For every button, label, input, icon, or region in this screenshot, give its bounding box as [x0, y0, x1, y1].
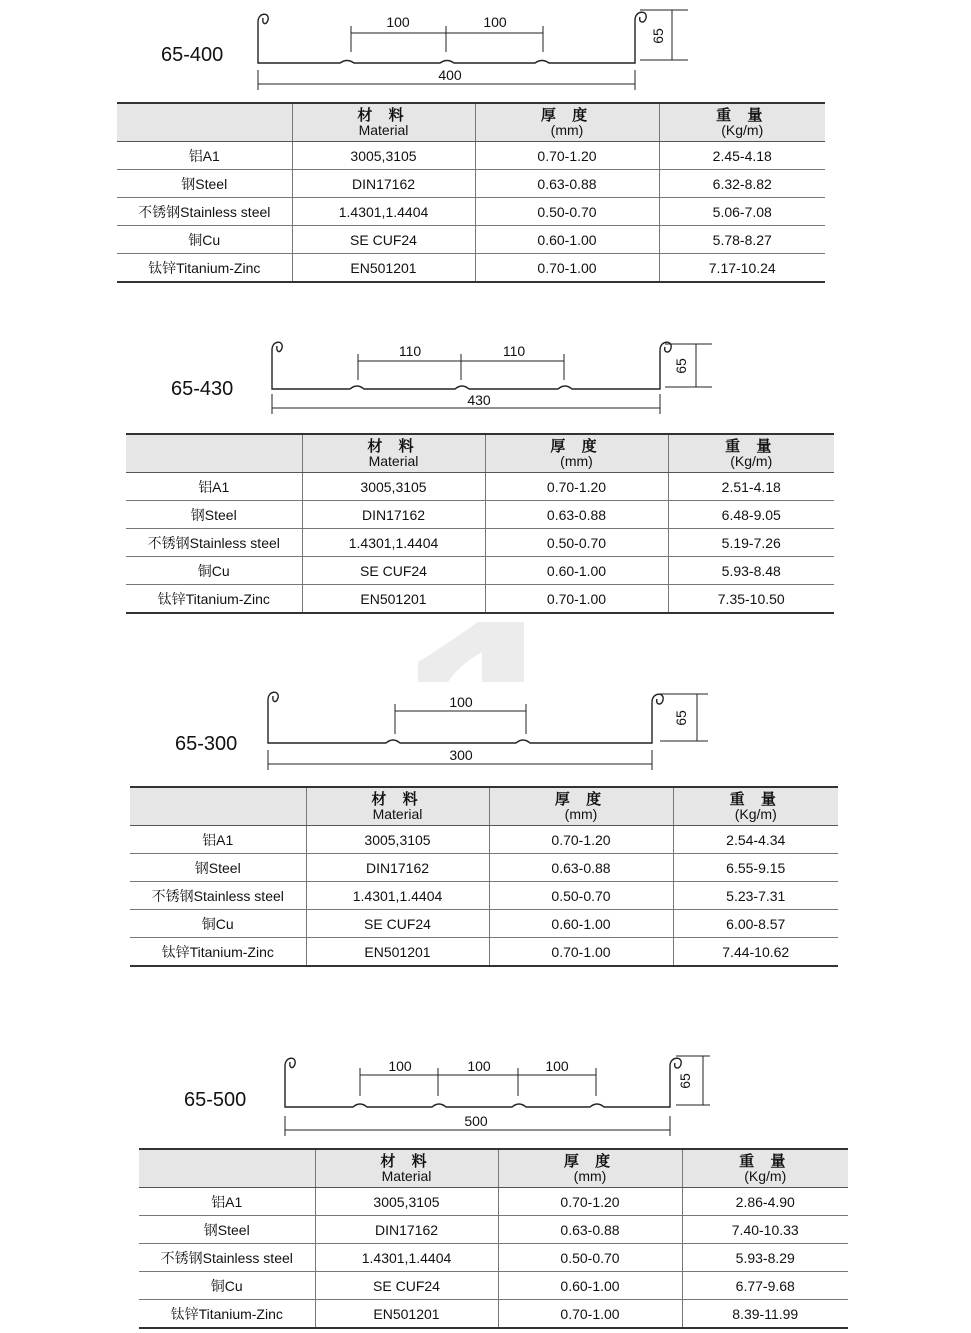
cell-thickness: 0.50-0.70: [475, 198, 659, 226]
table-row: [117, 226, 825, 254]
width-dim: 300: [449, 747, 473, 763]
table-row: [126, 585, 834, 614]
cell-material-name: 钢Steel: [117, 170, 292, 198]
spec-table: [130, 786, 838, 967]
table-row: [126, 557, 834, 585]
header-cell: 厚 度 (mm): [485, 434, 668, 473]
spacing-dim: 100: [388, 1058, 412, 1074]
table-row: [117, 198, 825, 226]
spec-table: [117, 102, 825, 283]
cell-thickness: 0.70-1.00: [475, 254, 659, 283]
cell-thickness: 0.63-0.88: [485, 501, 668, 529]
cell-weight: 5.93-8.29: [682, 1244, 848, 1272]
profile-label: 65-400: [161, 44, 224, 66]
profile-drawing: [0, 1046, 971, 1146]
cell-weight: 7.40-10.33: [682, 1216, 848, 1244]
profile-drawing: [0, 684, 971, 784]
cell-material-grade: 1.4301,1.4404: [306, 882, 489, 910]
cell-thickness: 0.63-0.88: [498, 1216, 682, 1244]
width-dim: 400: [438, 67, 462, 83]
header-cell: [117, 103, 292, 142]
table-row: [139, 1272, 848, 1300]
cell-weight: 5.23-7.31: [673, 882, 838, 910]
width-dim: 430: [467, 392, 491, 408]
cell-material-grade: 3005,3105: [292, 142, 475, 170]
cell-thickness: 0.70-1.20: [485, 473, 668, 501]
cell-material-grade: SE CUF24: [306, 910, 489, 938]
cell-material-name: 钛锌Titanium-Zinc: [148, 259, 261, 276]
cell-weight: 6.55-9.15: [673, 854, 838, 882]
cell-material-grade: 3005,3105: [315, 1188, 498, 1216]
header-cell: 材 料 Material: [315, 1149, 498, 1188]
header-cell: 材 料 Material: [292, 103, 475, 142]
table-header-row: [130, 787, 838, 826]
cell-weight: 6.32-8.82: [659, 170, 825, 198]
spacing-dim: 100: [449, 694, 473, 710]
cell-material-grade: EN501201: [306, 938, 489, 967]
profile-label: 65-300: [175, 733, 238, 755]
table-row: [126, 473, 834, 501]
header-cell: 重 量 (Kg/m): [659, 103, 825, 142]
cell-material-grade: SE CUF24: [315, 1272, 498, 1300]
cell-thickness: 0.60-1.00: [489, 910, 673, 938]
profile-drawing: [0, 0, 971, 100]
cell-material-name: 钛锌Titanium-Zinc: [157, 590, 270, 607]
cell-material-grade: 3005,3105: [302, 473, 485, 501]
height-dim: 65: [677, 1073, 693, 1089]
table-row: [126, 529, 834, 557]
cell-material-name: 钢Steel: [139, 1216, 315, 1244]
spacing-dim: 100: [545, 1058, 569, 1074]
cell-material-grade: 3005,3105: [306, 826, 489, 854]
spec-table: [126, 433, 834, 614]
table-row: [130, 882, 838, 910]
cell-weight: 5.78-8.27: [659, 226, 825, 254]
table-row: [139, 1188, 848, 1216]
profile-label: 65-500: [184, 1089, 247, 1111]
cell-weight: 2.54-4.34: [673, 826, 838, 854]
cell-weight: 6.48-9.05: [668, 501, 834, 529]
cell-thickness: 0.63-0.88: [489, 854, 673, 882]
header-cell: 材 料 Material: [302, 434, 485, 473]
cell-material-grade: 1.4301,1.4404: [315, 1244, 498, 1272]
header-cell: [130, 787, 306, 826]
spacing-dim: 100: [467, 1058, 491, 1074]
cell-material-name: 铝A1: [139, 1188, 315, 1216]
profile-drawing: [0, 330, 971, 430]
cell-material-grade: SE CUF24: [292, 226, 475, 254]
table-row: [117, 254, 825, 283]
height-dim: 65: [650, 28, 666, 44]
header-cell: 重 量 (Kg/m): [673, 787, 838, 826]
table-row: [117, 142, 825, 170]
cell-material-name: 铜Cu: [117, 226, 292, 254]
cell-weight: 5.19-7.26: [668, 529, 834, 557]
cell-weight: 5.06-7.08: [659, 198, 825, 226]
header-cell: 重 量 (Kg/m): [668, 434, 834, 473]
cell-thickness: 0.70-1.00: [485, 585, 668, 614]
cell-weight: 5.93-8.48: [668, 557, 834, 585]
cell-material-name: 钢Steel: [130, 854, 306, 882]
cell-material-grade: EN501201: [302, 585, 485, 614]
spacing-dim: 100: [483, 14, 507, 30]
cell-thickness: 0.70-1.20: [498, 1188, 682, 1216]
watermark-logo: [418, 622, 524, 682]
cell-material-name: 不锈钢Stainless steel: [130, 882, 306, 910]
spacing-dim: 100: [386, 14, 410, 30]
cell-thickness: 0.63-0.88: [475, 170, 659, 198]
header-cell: 重 量 (Kg/m): [682, 1149, 848, 1188]
cell-material-name: 铝A1: [126, 473, 302, 501]
width-dim: 500: [464, 1113, 488, 1129]
cell-thickness: 0.60-1.00: [475, 226, 659, 254]
height-dim: 65: [673, 710, 689, 726]
cell-thickness: 0.50-0.70: [498, 1244, 682, 1272]
cell-weight: 2.51-4.18: [668, 473, 834, 501]
cell-material-grade: DIN17162: [315, 1216, 498, 1244]
cell-material-grade: 1.4301,1.4404: [292, 198, 475, 226]
cell-weight: 6.77-9.68: [682, 1272, 848, 1300]
table-header-row: [126, 434, 834, 473]
cell-weight: 2.45-4.18: [659, 142, 825, 170]
table-row: [130, 854, 838, 882]
cell-weight: 8.39-11.99: [682, 1300, 848, 1329]
cell-material-grade: EN501201: [292, 254, 475, 283]
cell-material-name: 钛锌Titanium-Zinc: [170, 1305, 283, 1322]
spacing-dim: 110: [502, 343, 526, 359]
table-row: [126, 501, 834, 529]
cell-material-grade: DIN17162: [306, 854, 489, 882]
cell-thickness: 0.70-1.20: [489, 826, 673, 854]
spacing-dim: 110: [398, 343, 422, 359]
cell-thickness: 0.70-1.00: [498, 1300, 682, 1329]
cell-material-grade: DIN17162: [302, 501, 485, 529]
cell-material-name: 钢Steel: [126, 501, 302, 529]
table-row: [130, 826, 838, 854]
cell-thickness: 0.70-1.00: [489, 938, 673, 967]
cell-material-name: 不锈钢Stainless steel: [139, 1244, 315, 1272]
table-row: [130, 938, 838, 967]
profile-label: 65-430: [171, 378, 234, 400]
cell-material-name: 铝A1: [117, 142, 292, 170]
header-cell: 厚 度 (mm): [498, 1149, 682, 1188]
header-cell: 厚 度 (mm): [475, 103, 659, 142]
cell-weight: 6.00-8.57: [673, 910, 838, 938]
table-row: [139, 1216, 848, 1244]
cell-material-name: 不锈钢Stainless steel: [117, 198, 292, 226]
cell-thickness: 0.50-0.70: [489, 882, 673, 910]
cell-thickness: 0.60-1.00: [485, 557, 668, 585]
cell-material-name: 不锈钢Stainless steel: [126, 529, 302, 557]
cell-material-grade: EN501201: [315, 1300, 498, 1329]
table-row: [139, 1244, 848, 1272]
cell-material-grade: DIN17162: [292, 170, 475, 198]
header-cell: [139, 1149, 315, 1188]
cell-material-name: 钛锌Titanium-Zinc: [161, 943, 274, 960]
cell-material-name: 铝A1: [130, 826, 306, 854]
header-cell: 厚 度 (mm): [489, 787, 673, 826]
height-dim: 65: [673, 358, 689, 374]
cell-material-name: 铜Cu: [130, 910, 306, 938]
cell-thickness: 0.50-0.70: [485, 529, 668, 557]
cell-material-name: 铜Cu: [139, 1272, 315, 1300]
cell-thickness: 0.70-1.20: [475, 142, 659, 170]
cell-material-grade: 1.4301,1.4404: [302, 529, 485, 557]
table-row: [117, 170, 825, 198]
cell-weight: 2.86-4.90: [682, 1188, 848, 1216]
cell-material-name: 铜Cu: [126, 557, 302, 585]
cell-weight: 7.35-10.50: [668, 585, 834, 614]
table-header-row: [117, 103, 825, 142]
header-cell: [126, 434, 302, 473]
cell-material-grade: SE CUF24: [302, 557, 485, 585]
cell-weight: 7.17-10.24: [659, 254, 825, 283]
spec-table: [139, 1148, 848, 1329]
cell-thickness: 0.60-1.00: [498, 1272, 682, 1300]
table-row: [130, 910, 838, 938]
table-row: [139, 1300, 848, 1329]
header-cell: 材 料 Material: [306, 787, 489, 826]
table-header-row: [139, 1149, 848, 1188]
cell-weight: 7.44-10.62: [673, 938, 838, 967]
